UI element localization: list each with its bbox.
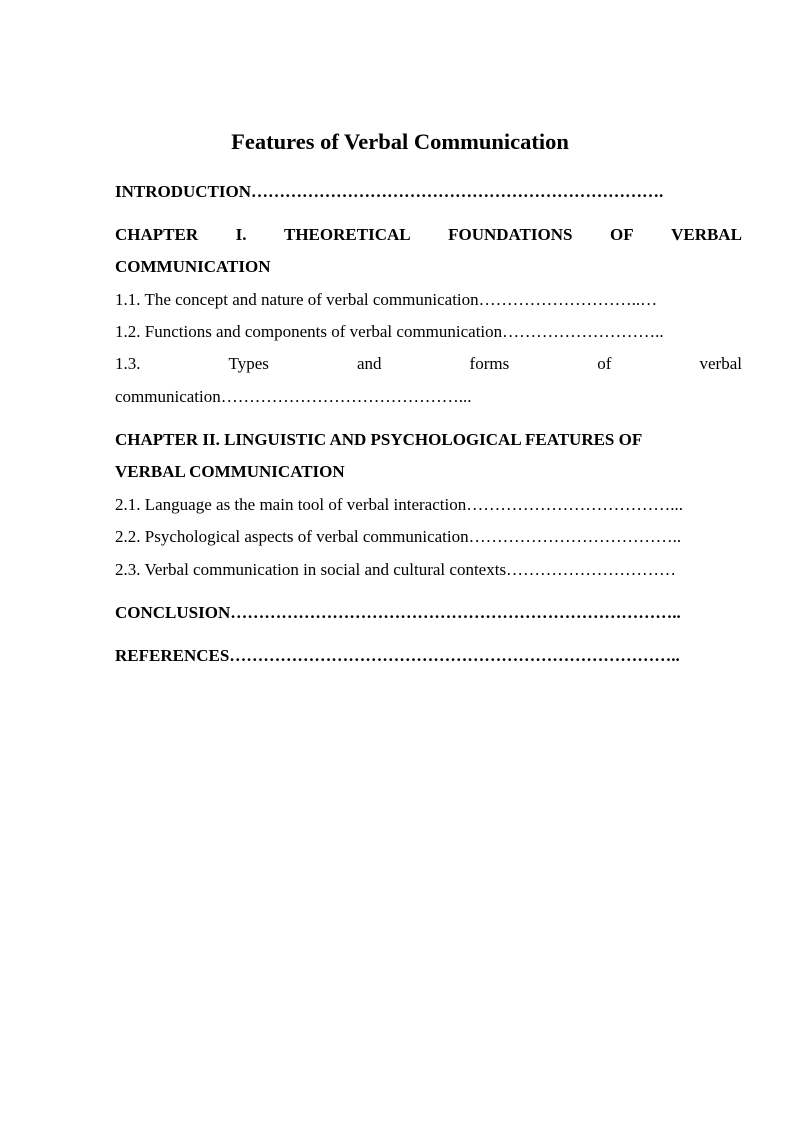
toc-chapter2-heading[interactable]: CHAPTER II. LINGUISTIC AND PSYCHOLOGICAL FEATURES OF [115, 430, 643, 449]
heading-word: FOUNDATIONS [448, 225, 573, 244]
toc-conclusion[interactable]: CONCLUSION…………………………………………………………………….. [115, 603, 681, 622]
toc-item-2-2[interactable]: 2.2. Psychological aspects of verbal communication……………………………….. [115, 527, 682, 546]
toc-chapter1-heading-line2: COMMUNICATION [115, 257, 271, 276]
toc-item-1-2[interactable]: 1.2. Functions and components of verbal communication……………………….. [115, 322, 664, 341]
heading-word: CHAPTER [115, 225, 199, 244]
toc-item-1-3[interactable] [115, 348, 742, 380]
item-word: and [356, 354, 382, 373]
item-word: of [597, 354, 612, 373]
heading-word: I. [235, 225, 247, 244]
item-word: Types [228, 354, 269, 373]
toc-item-1-3-line2: communication……………………………………... [115, 387, 472, 406]
toc-item-2-3[interactable]: 2.3. Verbal communication in social and cultural contexts………………………… [115, 560, 677, 579]
toc-item-1-1[interactable]: 1.1. The concept and nature of verbal communication………………………..… [115, 290, 658, 309]
toc-introduction[interactable]: INTRODUCTION………………………………………………………………. [115, 182, 664, 201]
heading-word: OF [609, 225, 634, 244]
toc-references[interactable]: REFERENCES…………………………………………………………………….. [115, 646, 680, 665]
heading-word: THEORETICAL [284, 225, 411, 244]
item-word: 1.3. [115, 354, 141, 373]
item-word: verbal [699, 354, 742, 373]
document-title: Features of Verbal Communication [231, 129, 569, 154]
toc-chapter2-heading-line2: VERBAL COMMUNICATION [115, 462, 345, 481]
item-word: forms [469, 354, 510, 373]
toc-chapter1-heading[interactable] [115, 219, 742, 251]
heading-word: VERBAL [671, 225, 742, 244]
toc-item-2-1[interactable]: 2.1. Language as the main tool of verbal interaction………………………………... [115, 495, 683, 514]
